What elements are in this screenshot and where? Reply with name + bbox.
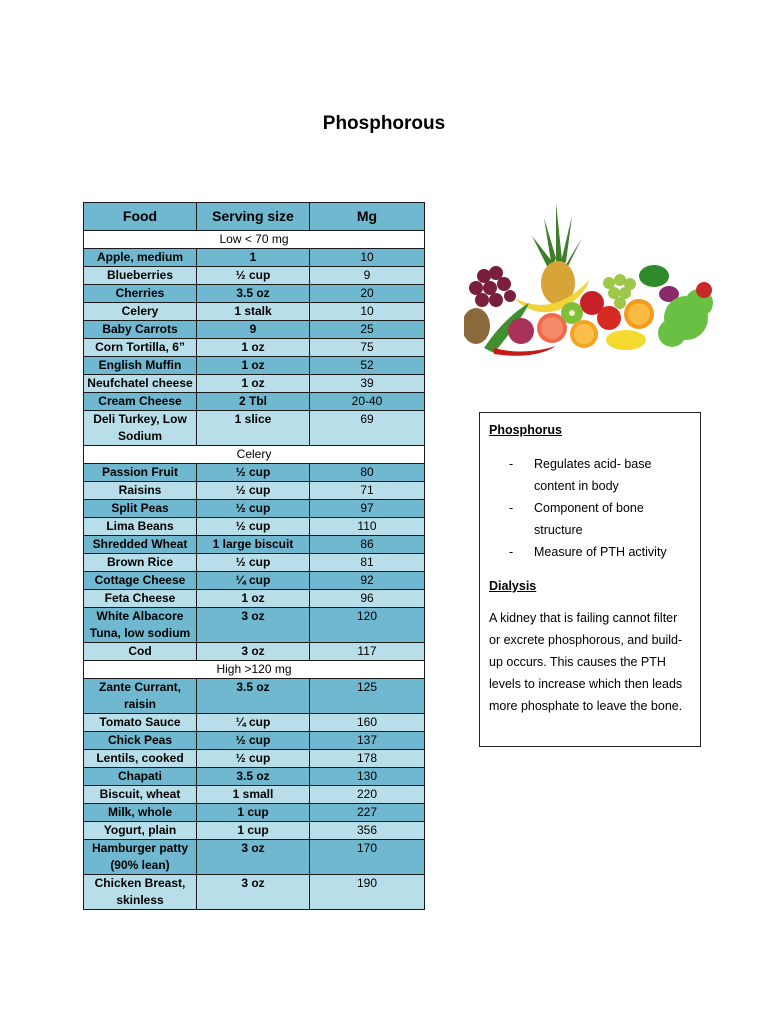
serving-cell: ½ cup	[197, 267, 310, 285]
mg-cell: 39	[310, 375, 425, 393]
table-section-row	[84, 231, 425, 249]
mg-cell: 170	[310, 840, 425, 875]
mg-cell: 25	[310, 321, 425, 339]
dialysis-heading: Dialysis	[489, 579, 537, 593]
table-row	[84, 554, 425, 572]
bullet-text: Regulates acid- base content in body	[534, 457, 652, 493]
food-cell: Neufchatel cheese	[84, 375, 197, 393]
serving-cell: 9	[197, 321, 310, 339]
mg-cell: 97	[310, 500, 425, 518]
food-cell: Cod	[84, 643, 197, 661]
serving-cell: 3 oz	[197, 875, 310, 910]
serving-cell: 3 oz	[197, 608, 310, 643]
food-cell: Apple, medium	[84, 249, 197, 267]
food-cell: Cream Cheese	[84, 393, 197, 411]
serving-cell: 1	[197, 249, 310, 267]
mg-cell: 227	[310, 804, 425, 822]
serving-cell: ½ cup	[197, 554, 310, 572]
food-cell: Biscuit, wheat	[84, 786, 197, 804]
serving-cell: 1 cup	[197, 822, 310, 840]
table-row	[84, 875, 425, 910]
serving-cell: 1 stalk	[197, 303, 310, 321]
mg-cell: 80	[310, 464, 425, 482]
table-row	[84, 285, 425, 303]
table-row	[84, 822, 425, 840]
mg-cell: 117	[310, 643, 425, 661]
mg-cell: 356	[310, 822, 425, 840]
mg-cell: 10	[310, 303, 425, 321]
table-section-row	[84, 446, 425, 464]
table-row	[84, 804, 425, 822]
serving-cell: 1 cup	[197, 804, 310, 822]
food-cell: Tomato Sauce	[84, 714, 197, 732]
serving-cell: ½ cup	[197, 732, 310, 750]
table-row	[84, 518, 425, 536]
serving-cell: ½ cup	[197, 518, 310, 536]
table-row	[84, 679, 425, 714]
food-cell: Shredded Wheat	[84, 536, 197, 554]
table-row	[84, 339, 425, 357]
serving-cell: 1 oz	[197, 375, 310, 393]
header-food: Food	[84, 203, 197, 231]
food-cell: Corn Tortilla, 6”	[84, 339, 197, 357]
table-row	[84, 393, 425, 411]
food-cell: Celery	[84, 303, 197, 321]
mg-cell: 71	[310, 482, 425, 500]
food-cell: Chick Peas	[84, 732, 197, 750]
food-cell: Lentils, cooked	[84, 750, 197, 768]
serving-cell: ½ cup	[197, 464, 310, 482]
serving-cell: 1 oz	[197, 357, 310, 375]
food-cell: Baby Carrots	[84, 321, 197, 339]
serving-cell: ½ cup	[197, 482, 310, 500]
serving-cell: 3.5 oz	[197, 285, 310, 303]
food-cell: Split Peas	[84, 500, 197, 518]
serving-cell: 1 oz	[197, 590, 310, 608]
table-header-row	[84, 203, 425, 231]
bullet-text: Measure of PTH activity	[534, 545, 667, 559]
mg-cell: 120	[310, 608, 425, 643]
serving-cell: 3.5 oz	[197, 679, 310, 714]
table-row	[84, 249, 425, 267]
food-cell: Milk, whole	[84, 804, 197, 822]
section-label: High >120 mg	[84, 661, 425, 679]
table-row	[84, 572, 425, 590]
mg-cell: 20	[310, 285, 425, 303]
info-bullet-list	[489, 453, 691, 563]
table-row	[84, 321, 425, 339]
table-row	[84, 768, 425, 786]
food-cell: White Albacore Tuna, low sodium	[84, 608, 197, 643]
mg-cell: 69	[310, 411, 425, 446]
table-row	[84, 840, 425, 875]
mg-cell: 160	[310, 714, 425, 732]
bullet-text: Component of bone structure	[534, 501, 644, 537]
serving-cell: ½ cup	[197, 750, 310, 768]
mg-cell: 75	[310, 339, 425, 357]
serving-cell: 3.5 oz	[197, 768, 310, 786]
mg-cell: 86	[310, 536, 425, 554]
serving-cell: ¼ cup	[197, 714, 310, 732]
food-cell: Chicken Breast, skinless	[84, 875, 197, 910]
mg-cell: 110	[310, 518, 425, 536]
mg-cell: 20-40	[310, 393, 425, 411]
table-row	[84, 608, 425, 643]
serving-cell: 3 oz	[197, 840, 310, 875]
serving-cell: 1 large biscuit	[197, 536, 310, 554]
food-cell: Passion Fruit	[84, 464, 197, 482]
table-body	[84, 231, 425, 910]
mg-cell: 125	[310, 679, 425, 714]
serving-cell: ½ cup	[197, 500, 310, 518]
table-row	[84, 464, 425, 482]
food-cell: Deli Turkey, Low Sodium	[84, 411, 197, 446]
table-row	[84, 750, 425, 768]
mg-cell: 10	[310, 249, 425, 267]
mg-cell: 130	[310, 768, 425, 786]
food-cell: Chapati	[84, 768, 197, 786]
table-row	[84, 267, 425, 285]
food-cell: Zante Currant, raisin	[84, 679, 197, 714]
food-cell: Lima Beans	[84, 518, 197, 536]
table-row	[84, 536, 425, 554]
serving-cell: 3 oz	[197, 643, 310, 661]
table-section-row	[84, 661, 425, 679]
table-row	[84, 303, 425, 321]
list-item: - Regulates acid- base content in body	[509, 457, 652, 493]
table-row	[84, 714, 425, 732]
food-cell: Brown Rice	[84, 554, 197, 572]
food-cell: Hamburger patty (90% lean)	[84, 840, 197, 875]
table-row	[84, 375, 425, 393]
table-row	[84, 500, 425, 518]
header-mg: Mg	[310, 203, 425, 231]
serving-cell: 2 Tbl	[197, 393, 310, 411]
food-cell: Raisins	[84, 482, 197, 500]
dialysis-text: A kidney that is failing cannot filter or excrete phosphorous, and build-up occurs. This causes the PTH levels to increase which then leads more phosphate to leave the bone.	[489, 611, 683, 713]
header-serving-size: Serving size	[197, 203, 310, 231]
info-heading: Phosphorus	[489, 423, 562, 437]
serving-cell: 1 oz	[197, 339, 310, 357]
phosphorus-info-box	[479, 412, 701, 747]
table-row	[84, 590, 425, 608]
food-cell: Cherries	[84, 285, 197, 303]
phosphorus-table	[83, 202, 425, 910]
food-cell: English Muffin	[84, 357, 197, 375]
table-row	[84, 786, 425, 804]
food-cell: Feta Cheese	[84, 590, 197, 608]
mg-cell: 137	[310, 732, 425, 750]
mg-cell: 9	[310, 267, 425, 285]
food-cell: Blueberries	[84, 267, 197, 285]
page-title: Phosphorous	[322, 113, 446, 134]
table-row	[84, 411, 425, 446]
section-label: Low < 70 mg	[84, 231, 425, 249]
list-item: - Component of bone structure	[509, 501, 644, 537]
section-label: Celery	[84, 446, 425, 464]
serving-cell: 1 small	[197, 786, 310, 804]
mg-cell: 52	[310, 357, 425, 375]
table-row	[84, 482, 425, 500]
mg-cell: 96	[310, 590, 425, 608]
list-item: - Measure of PTH activity	[509, 545, 667, 559]
table-row	[84, 357, 425, 375]
mg-cell: 220	[310, 786, 425, 804]
mg-cell: 92	[310, 572, 425, 590]
table-row	[84, 643, 425, 661]
serving-cell: 1 slice	[197, 411, 310, 446]
mg-cell: 178	[310, 750, 425, 768]
fruits-vegetables-image	[464, 198, 714, 363]
mg-cell: 190	[310, 875, 425, 910]
food-cell: Cottage Cheese	[84, 572, 197, 590]
food-cell: Yogurt, plain	[84, 822, 197, 840]
serving-cell: ¼ cup	[197, 572, 310, 590]
mg-cell: 81	[310, 554, 425, 572]
table-row	[84, 732, 425, 750]
